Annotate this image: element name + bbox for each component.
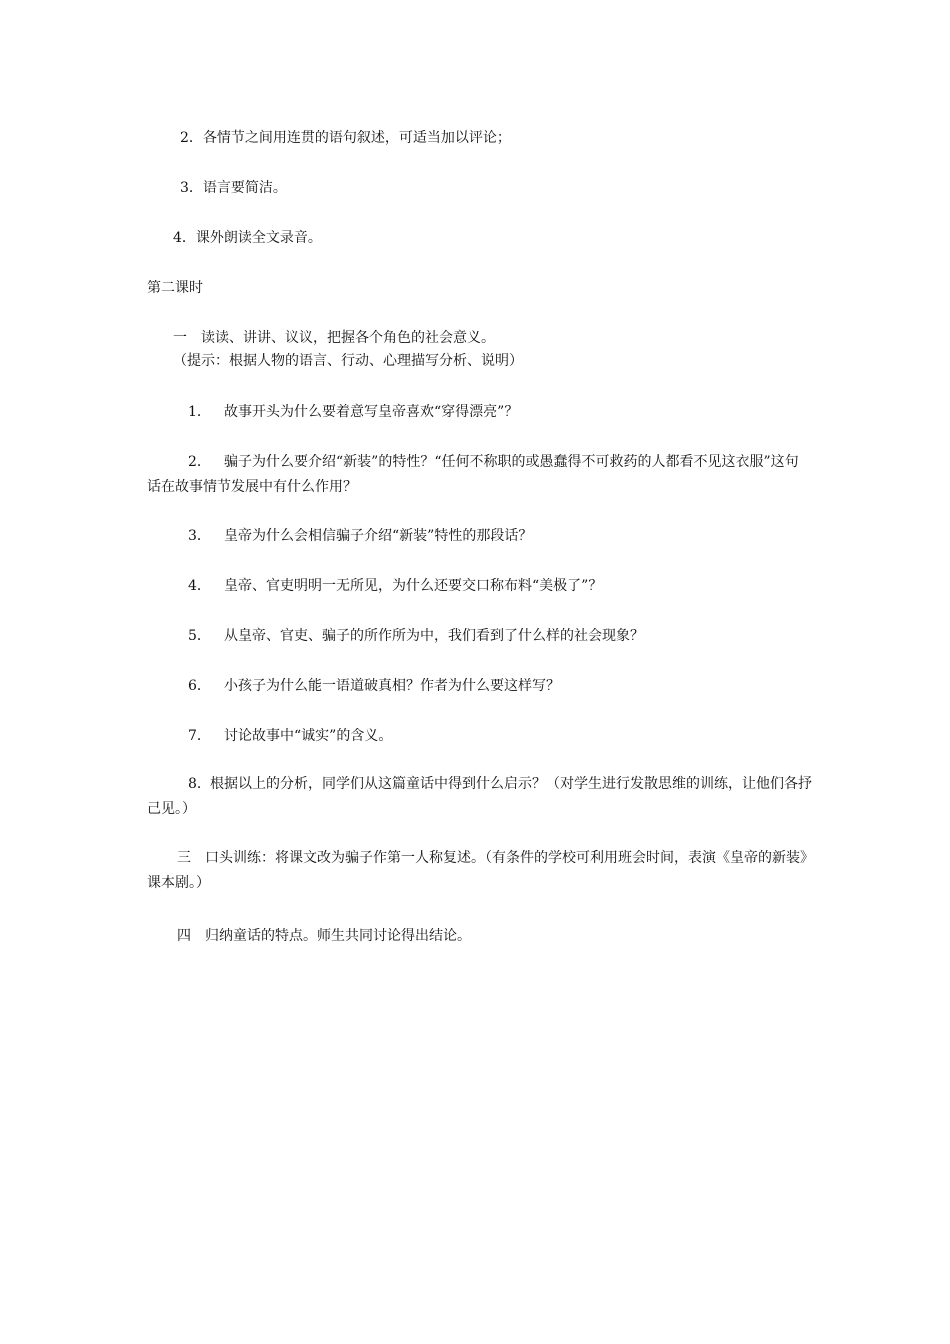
question-3 [188, 526, 532, 546]
question-number: 3． [188, 528, 211, 544]
question-1 [188, 402, 518, 422]
question-text: 小孩子为什么能一语道破真相？作者为什么要这样写？ [224, 678, 560, 694]
question-number: 4． [188, 578, 211, 594]
question-number: 5． [188, 628, 211, 644]
question-5 [188, 626, 644, 646]
part3-paragraph: 三 口头训练：将课文改为骗子作第一人称复述。（有条件的学校可利用班会时间，表演《皇帝的新装》课本剧。） [147, 850, 807, 891]
question-number: 2． [188, 454, 211, 470]
question-number: 8． [188, 776, 211, 792]
question-text: 根据以上的分析，同学们从这篇童话中得到什么启示？（对学生进行发散思维的训练，让他们各抒己见。） [147, 776, 812, 817]
item-2: 2．各情节之间用连贯的语句叙述，可适当加以评论； [180, 130, 511, 146]
item-4: 4．课外朗读全文录音。 [173, 230, 322, 246]
question-2 [147, 450, 812, 500]
question-number: 6． [188, 678, 211, 694]
question-text: 从皇帝、官吏、骗子的所作所为中，我们看到了什么样的社会现象？ [224, 628, 644, 644]
question-4 [188, 576, 602, 596]
part1-hint: （提示：根据人物的语言、行动、心理描写分析、说明） [173, 353, 523, 369]
question-text: 皇帝为什么会相信骗子介绍“新装”特性的那段话？ [224, 528, 533, 544]
question-text: 皇帝、官吏明明一无所见，为什么还要交口称布料“美极了”？ [224, 578, 603, 594]
question-number: 1． [188, 404, 211, 420]
question-number: 7． [188, 728, 211, 744]
item-3: 3．语言要简洁。 [180, 180, 287, 196]
question-text: 讨论故事中“诚实”的含义。 [224, 728, 393, 744]
part4-paragraph: 四 归纳童话的特点。师生共同讨论得出结论。 [177, 928, 471, 944]
lesson-heading: 第二课时 [147, 280, 203, 296]
question-text: 骗子为什么要介绍“新装”的特性？“任何不称职的或愚蠢得不可救药的人都看不见这衣服”这句话在故事情节发展中有什么作用？ [147, 454, 799, 495]
question-text: 故事开头为什么要着意写皇帝喜欢“穿得漂亮”？ [224, 404, 519, 420]
question-8 [147, 772, 812, 822]
question-6 [188, 676, 560, 696]
question-7 [188, 726, 392, 746]
part1-title: 一 读读、讲讲、议议，把握各个角色的社会意义。 [173, 330, 495, 346]
